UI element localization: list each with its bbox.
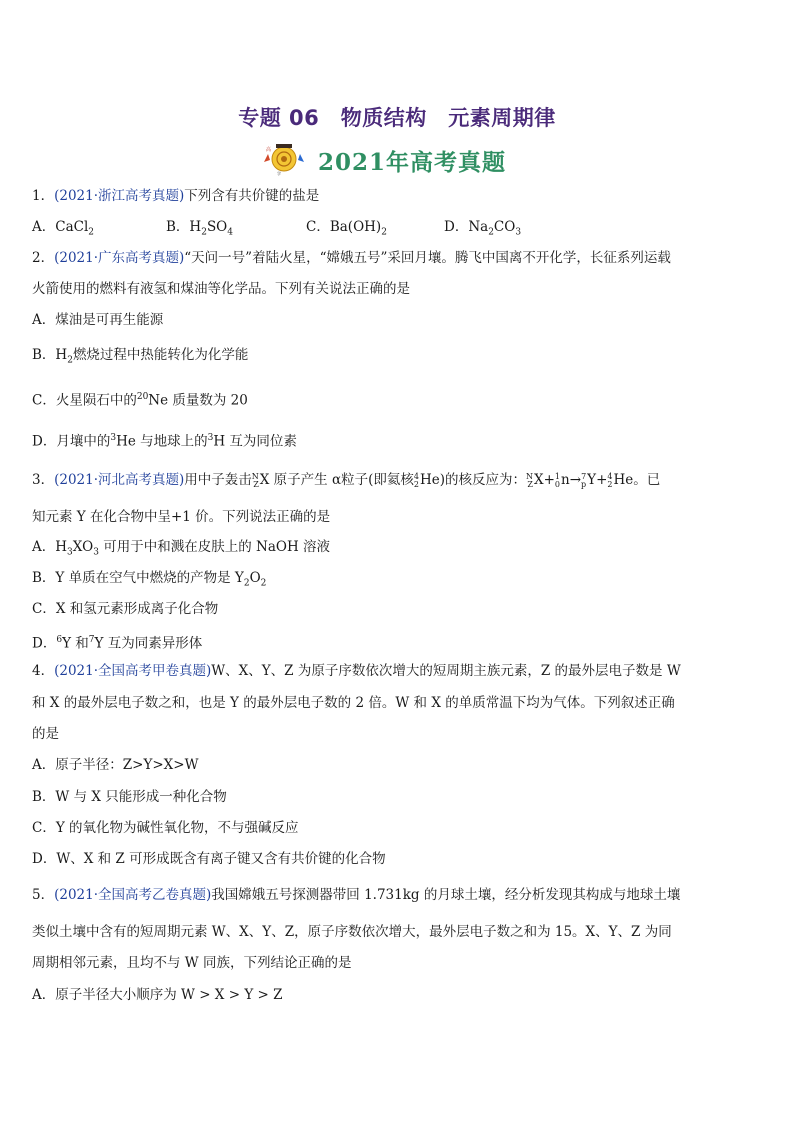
q3-stem-line2: 知元素 Y 在化合物中呈+1 价。下列说法正确的是: [32, 509, 331, 525]
q4-stem-line1: 4．(2021·全国高考甲卷真题)W、X、Y、Z 为原子序数依次增大的短周期主族元素，Z 的最外层电子数是 W: [32, 663, 681, 679]
q3-option-c: C．X 和氢元素形成离子化合物: [32, 601, 219, 617]
q1-option-d: D．$Na_2CO_3$: [444, 219, 522, 238]
q3-option-b: B．Y 单质在空气中燃烧的产物是 $Y_2O_2$: [32, 570, 267, 589]
q5-option-a: A．原子半径大小顺序为 W > X > Y > Z: [32, 987, 283, 1003]
q4-stem-line2: 和 X 的最外层电子数之和，也是 Y 的最外层电子数的 2 倍。W 和 X 的单质常温下均为气体。下列叙述正确: [32, 695, 675, 711]
q3-he-nuclide: 4 2: [413, 471, 419, 489]
banner-title: 2021年高考真题: [318, 149, 507, 176]
q2-stem-line2: 火箭使用的燃料有液氢和煤油等化学品。下列有关说法正确的是: [32, 281, 410, 297]
q2-option-c: C．火星陨石中的$^{20}$Ne 质量数为 20: [32, 392, 248, 409]
q2-option-a: A．煤油是可再生能源: [32, 312, 164, 328]
q1-option-b: B．$H_2SO_4$: [166, 219, 233, 238]
q3-option-a: A．$H_3XO_3$ 可用于中和溅在皮肤上的 NaOH 溶液: [32, 539, 331, 558]
q4-option-b: B．W 与 X 只能形成一种化合物: [32, 789, 227, 805]
q4-option-c: C．Y 的氧化物为碱性氧化物，不与强碱反应: [32, 820, 299, 836]
q5-source: (2021·全国高考乙卷真题): [54, 887, 212, 903]
q1-option-c: C．$Ba(OH)_2$: [306, 219, 387, 238]
q3-eq-x: N Z: [525, 471, 533, 489]
q1-source: (2021·浙江高考真题): [54, 188, 185, 204]
q3-eq-y: 7 p: [581, 471, 587, 489]
q2-option-b: B．$H_2$燃烧过程中热能转化为化学能: [32, 347, 249, 366]
mascot-logo-icon: [262, 142, 306, 176]
q1-stem: 1．(2021·浙江高考真题)下列含有共价键的盐是: [32, 188, 320, 204]
q3-x-nuclide: N Z: [251, 471, 259, 489]
q3-eq-he: 4 2: [607, 471, 613, 489]
q2-source: (2021·广东高考真题): [54, 250, 185, 266]
svg-text:高: 高: [266, 147, 272, 153]
q1-options: [32, 218, 521, 242]
banner: [262, 142, 522, 176]
q4-source: (2021·全国高考甲卷真题): [54, 663, 212, 679]
svg-text:学: 学: [277, 171, 281, 176]
q3-option-d: D．$^6$Y 和$^7$Y 互为同素异形体: [32, 635, 203, 652]
q5-stem-line1: 5．(2021·全国高考乙卷真题)我国嫦娥五号探测器带回 1.731kg 的月球土壤，经分析发现其构成与地球土壤: [32, 887, 681, 903]
page-title: 专题 06 物质结构 元素周期律: [238, 106, 556, 130]
q1-option-a: A．CaCl$_2$: [32, 219, 95, 238]
q5-stem-line3: 周期相邻元素，且均不与 W 同族，下列结论正确的是: [32, 955, 352, 971]
q4-option-a: A．原子半径：Z>Y>X>W: [32, 757, 199, 773]
q5-stem-line2: 类似土壤中含有的短周期元素 W、X、Y、Z，原子序数依次增大，最外层电子数之和为 15。X、Y、Z 为同: [32, 924, 672, 940]
q4-stem-line3: 的是: [32, 726, 59, 742]
q2-option-d: D．月壤中的$^3$He 与地球上的$^3$H 互为同位素: [32, 433, 297, 450]
q3-eq-n: 1 0: [554, 471, 561, 489]
q3-stem-line1: 3．(2021·河北高考真题)用中子轰击 N Z X 原子产生 α粒子(即氦核 4 2 He)的核反应为： N Z X+ 1 0 n→ 7 p Y+ 4 2 He。已: [32, 471, 661, 489]
q2-stem-line1: 2．(2021·广东高考真题)“天问一号”着陆火星，“嫦娥五号”采回月壤。腾飞中国离不开化学，长征系列运载: [32, 250, 671, 266]
q3-source: (2021·河北高考真题): [54, 472, 185, 488]
q4-option-d: D．W、X 和 Z 可形成既含有离子键又含有共价键的化合物: [32, 851, 386, 867]
